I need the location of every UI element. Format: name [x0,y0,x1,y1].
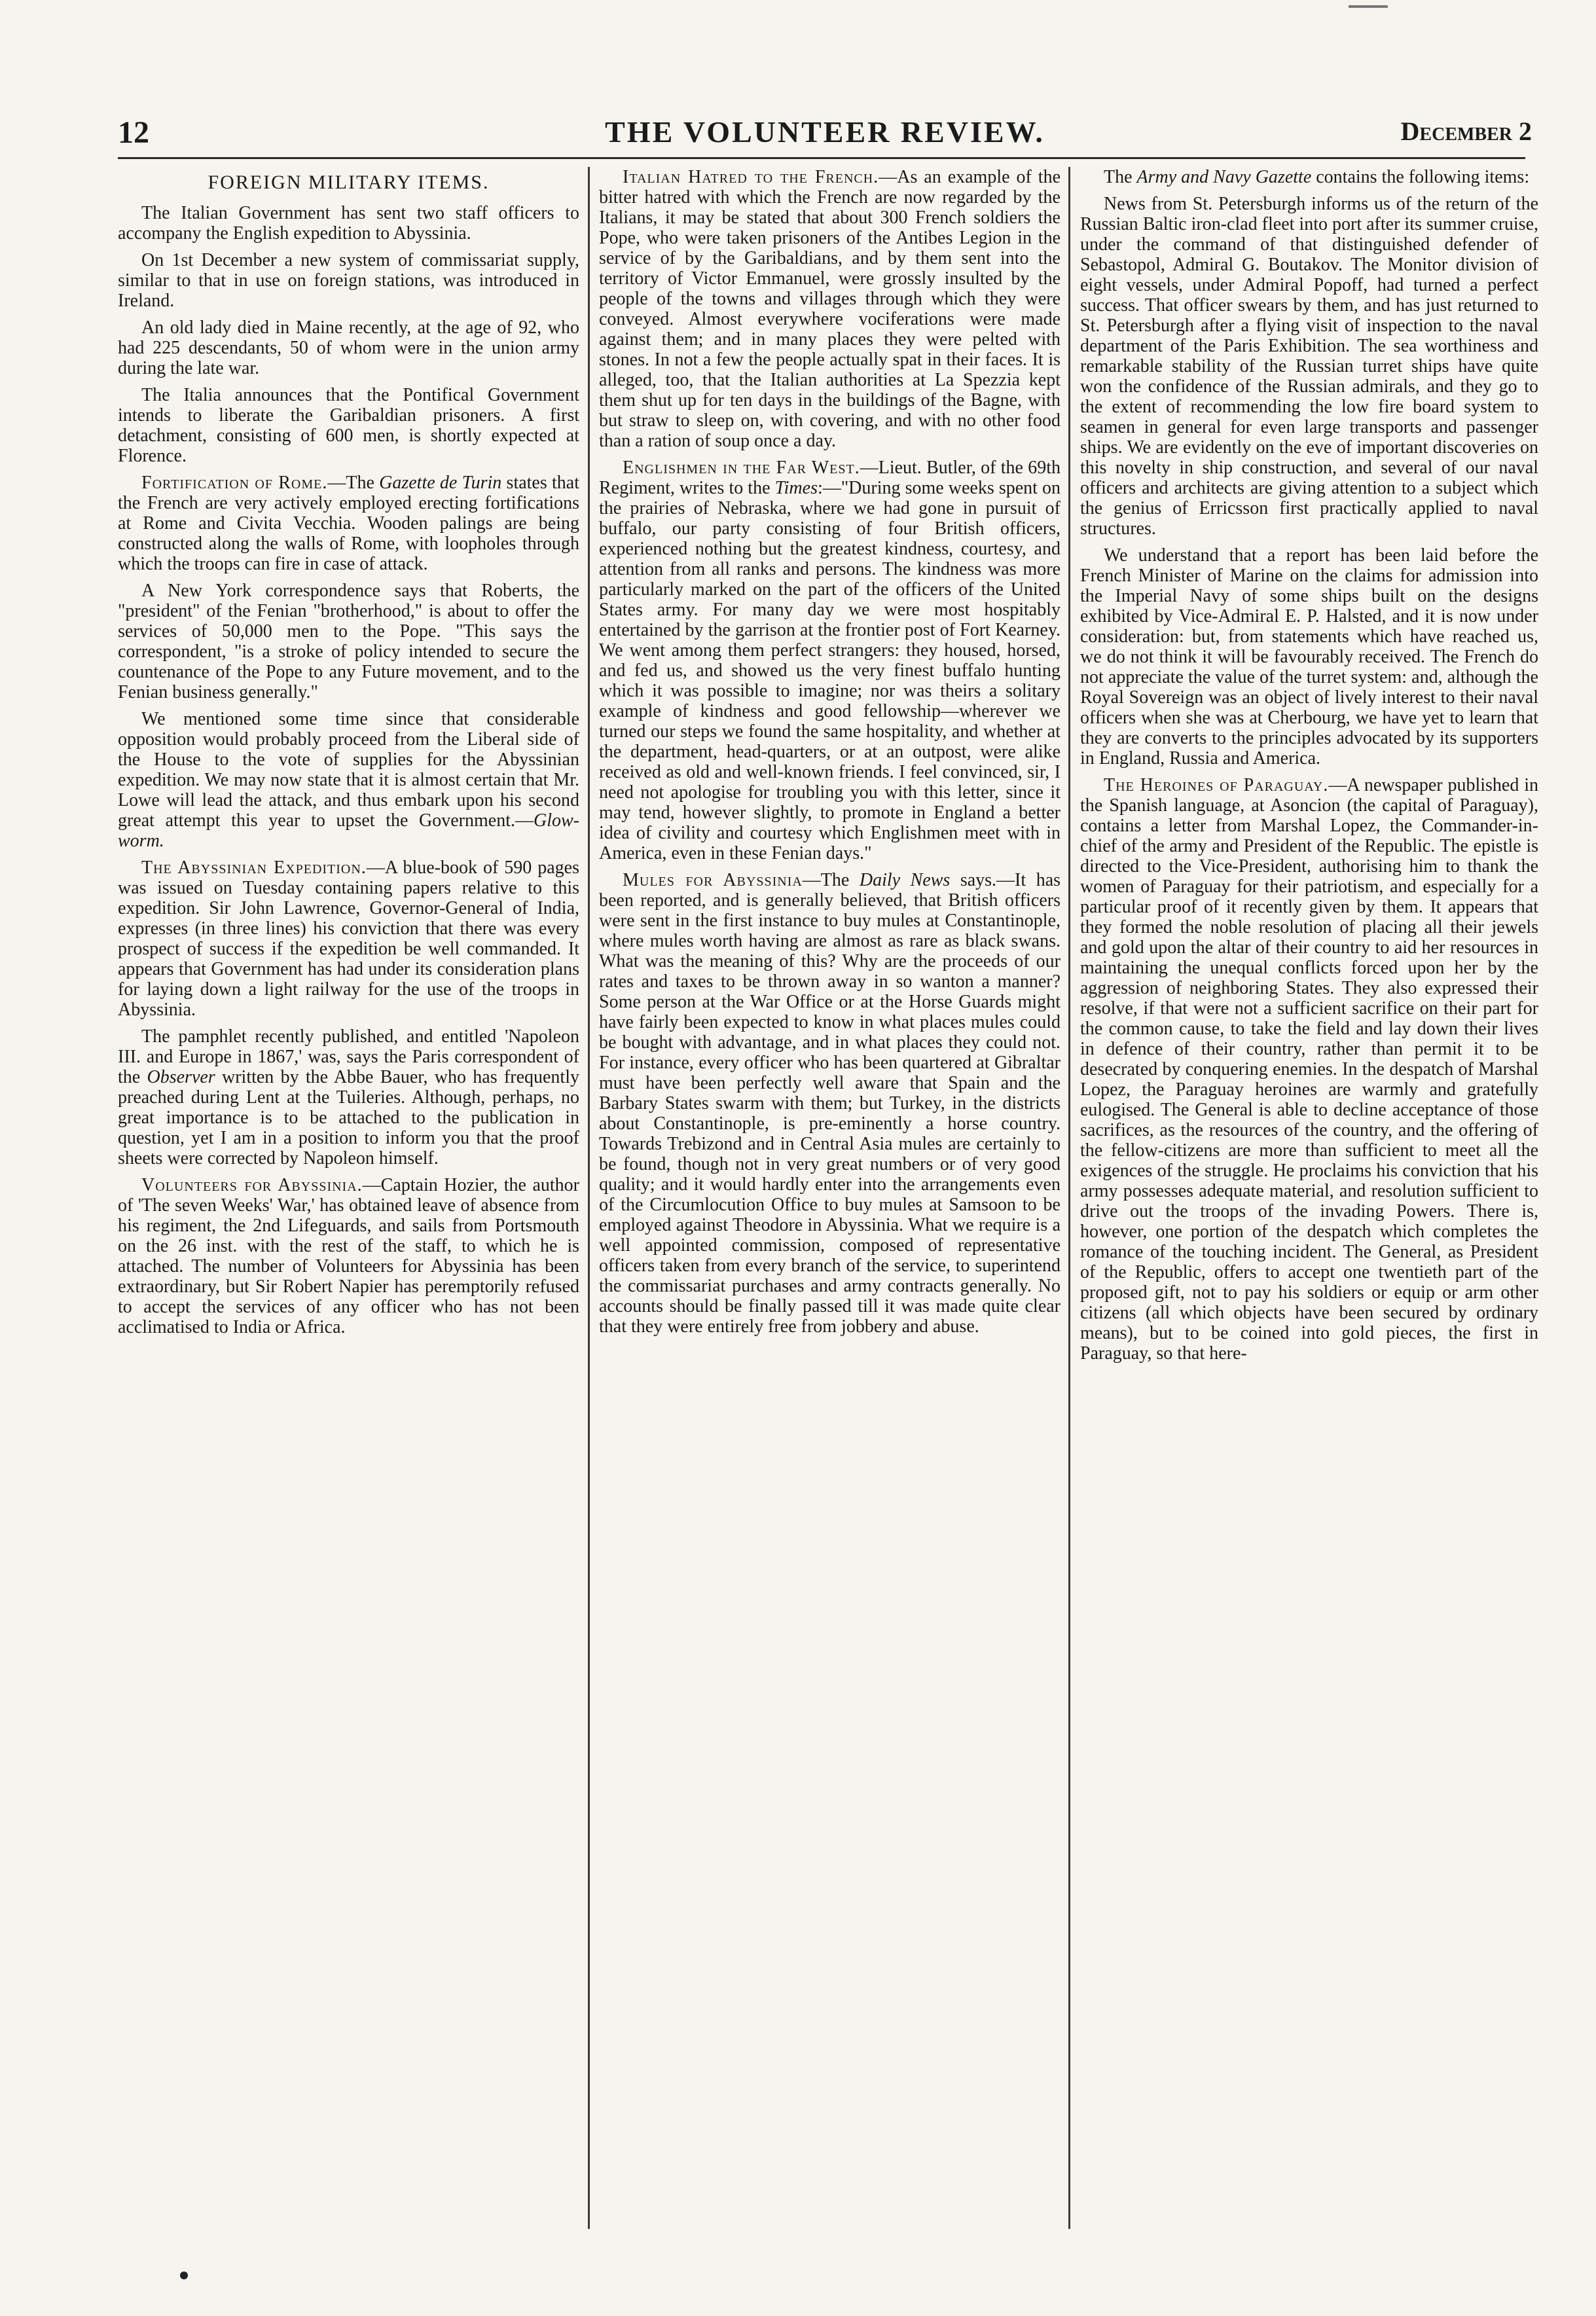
article-paragraph [118,709,579,851]
article-paragraph: News from St. Petersburgh informs us of the return of the Russian Baltic iron-clad fleet into port after its summer cruise, under the command of that distinguished defender of Sebastopol, Admiral G. Boutakov. The Monitor division of eight vessels, under Admiral Popoff, had turned a perfect success. That officer swears by them, and has just returned to St. Petersburgh after a flying visit of inspection to the naval department of the Paris Exhibition. The sea worthiness and remarkable stability of the Russian turret ships have quite won the confidence of the Russian admirals, and they go to the extent of recommending the low fire board system to seamen in general for even large transports and passenger ships. We are evidently on the eve of important discoveries on this novelty in ship construction, and several of our naval officers and architects are giving attention to a subject which the genius of Erricsson first practically applied to naval structures. [1080,194,1538,539]
source-name: Army and Navy Gazette [1136,167,1312,187]
article-paragraph [118,473,579,574]
publication-title: THE VOLUNTEER REVIEW. [605,115,1045,149]
article-text: says.—It has been reported, and is generally believed, that British officers were sent in the first instance to buy mules at Constantinople, where mules worth having are almost as rare as black swans. What was the meaning of this? Why are the proceeds of our rates and taxes to be thrown away in so wanton a manner? Some person at the War Office or at the Horse Guards might have fairly been expected to know in what places mules could be bought with advantage, and in what places they could not. For instance, every officer who has been quartered at Gibraltar must have been perfectly well aware that Spain and the Barbary States swarm with them; but Turkey, in the districts about Constantinople, is pre-eminently a horse country. Towards Trebizond and in Central Asia mules are certainly to be found, though not in very great numbers or of very good quality; and it would hardly enter into the arrangements even of the Circumlocution Office to buy mules at Samsoon to be employed against Theodore in Abyssinia. What we require is a well appointed commission, composed of representative officers taken from every branch of the service, to superintend the commissariat purchases and army contracts generally. No accounts should be finally passed till it was made quite clear that they were entirely free from jobbery and abuse. [599,870,1061,1337]
column-rule-2 [1068,167,1070,2229]
article-heading: The Heroines of Paraguay. [1104,775,1329,795]
header-rule [118,157,1525,159]
article-paragraph [118,1175,579,1337]
article-text: —Lieut. Butler, of the 69th Regiment, writes to the [599,458,1061,498]
article-heading: The Abyssinian Expedition. [141,858,367,878]
article-text: —The [327,473,380,493]
running-head [118,115,1532,154]
article-heading: Italian Hatred to the French. [623,167,879,187]
article-paragraph [599,167,1061,451]
article-text: —A blue-book of 590 pages was issued on Tuesday containing papers relative to this expedition. Sir John Lawrence, Governor-General of India, expresses (in three lines) his conviction that there was every prospect of success if the expedition be well commanded. It appears that Government has had under its consideration plans for laying down a light railway for the use of the troops in Abyssinia. [118,858,579,1020]
source-name: Observer [147,1067,215,1087]
section-title: FOREIGN MILITARY ITEMS. [208,172,490,193]
article-paragraph: The Italia announces that the Pontifical Government intends to liberate the Garibaldian prisoners. A first detachment, consisting of 600 men, is shortly expected at Florence. [118,385,579,466]
article-text: —As an example of the bitter hatred with which the French are now regarded by the Italians, it may be stated that about 300 French soldiers the Pope, who were taken prisoners of the Antibes Legion in the service of by the Garibaldians, and by them sent into the territory of Victor Emmanuel, were grossly insulted by the people of the towns and villages through which they were conveyed. Almost everywhere vociferations were made against them; and in many places they were pelted with stones. In not a few the people actually spat in their faces. It is alleged, too, that the Italian authorities at La Spezzia kept them shut up for ten days in the buildings of the Bagne, with but straw to sleep on, with covering, and with no other food than a ration of soup once a day. [599,167,1061,451]
column-rule-1 [588,167,590,2229]
source-name: Glow-worm. [118,810,579,851]
article-heading: Mules for Abyssinia [623,870,803,890]
source-name: Gazette de Turin [379,473,502,493]
article-text: —A newspaper published in the Spanish language, at Asoncion (the capital of Paraguay), contains a letter from Marshal Lopez, the Commander-in-chief of the army and President of the Republic. The epistle is directed to the Vice-President, authorising him to thank the women of Paraguay for their patriotism, and especially for a particular proof of it recently given by them. It appears that they formed the noble resolution of placing all their jewels and gold upon the altar of their country to aid her resources in maintaining the unequal conflicts forced upon her by the aggression of neighboring States. They also expressed their resolve, if that were not a sufficient sacrifice on their part for the common cause, to take the field and lay down their lives in defence of their country, rather than permit it to be desecrated by conquering enemies. In the despatch of Marshal Lopez, the Paraguay heroines are warmly and gratefully eulogised. The General is able to decline acceptance of those sacrifices, as the resources of the country, and the offering of the fellow-citizens are more than sufficient to meet all the exigences of the struggle. He proclaims his conviction that his army possesses adequate material, and resolution sufficient to drive out the troops of the invading Powers. There is, however, one portion of the despatch which completes the romance of the touching incident. The General, as President of the Republic, offers to accept one twentieth part of the proposed gift, not to pay his soldiers or equip or arm other citizens (all which objects have been secured by ordinary means), but to be coined into gold pieces, the first in Paraguay, so that here- [1080,775,1538,1364]
source-name: Times [774,478,818,498]
article-paragraph: An old lady died in Maine recently, at the age of 92, who had 225 descendants, 50 of whom were in the union army during the late war. [118,317,579,378]
article-text: written by the Abbe Bauer, who has frequently preached during Lent at the Tuileries. Although, perhaps, no great importance is to be attached to the publication in question, yet I am in a position to inform you that the proof sheets were corrected by Napoleon himself. [118,1067,579,1168]
article-paragraph [1080,775,1538,1364]
print-speck [180,2271,188,2279]
article-text: :—"During some weeks spent on the prairies of Nebraska, where we had gone in pursuit of buffalo, our party consisting of four British officers, experienced nothing but the greatest kindness, courtesy, and attention from all ranks and persons. The kindness was more particularly marked on the part of the officers of the United States army. For many day we were most hospitably entertained by the garrison at the frontier post of Fort Kearney. We went among them perfect strangers: they housed, horsed, and fed us, and showed us the very finest buffalo hunting which it was possible to imagine; nor was theirs a solitary example of kindness and good fellowship—wherever we turned our steps we found the same hospitality, and whether at the department, head-quarters, or at an outpost, were alike received as old and well-known friends. I feel convinced, sir, I need not apologise for troubling you with this letter, since it may tend, however slightly, to promote in England a better idea of civility and courtesy which Englishmen meet with in America, even in these Fenian days." [599,478,1061,863]
article-text: The pamphlet recently published, and entitled 'Napoleon III. and Europe in 1867,' was, says the Paris correspondent of the [118,1026,579,1087]
article-text: —Captain Hozier, the author of 'The seven Weeks' War,' has obtained leave of absence from his regiment, the 2nd Lifeguards, and sails from Portsmouth on the 26 inst. with the rest of the staff, to which he is attached. The number of Volunteers for Abyssinia has been extraordinary, but Sir Robert Napier has peremptorily refused to accept the services of any officer who has not been acclimatised to India or Africa. [118,1175,579,1337]
article-paragraph [599,870,1061,1337]
page-number: 12 [118,115,149,150]
issue-date: December 2 [1400,117,1532,146]
article-paragraph [599,458,1061,863]
article-text: contains the following items: [1311,167,1530,187]
article-text: The [1104,167,1137,187]
article-text: We mentioned some time since that considerable opposition would probably proceed from the Liberal side of the House to the vote of supplies for the Abyssinian expedition. We may now state that it is almost certain that Mr. Lowe will lead the attack, and thus embark upon his second great attempt this year to upset the Government.— [118,709,579,831]
article-paragraph: A New York correspondence says that Roberts, the "president" of the Fenian "brotherhood," is about to offer the services of 50,000 men to the Pope. "This says the correspondent, "is a stroke of policy intended to secure the countenance of the Pope to any Future movement, and to the Fenian business generally." [118,581,579,702]
article-paragraph [118,858,579,1020]
article-text: states that the French are very actively employed erecting fortifications at Rome and Civita Vecchia. Wooden palings are being constructed along the walls of Rome, with loopholes through which the troops can fire in case of attack. [118,473,579,574]
column-1 [118,167,579,2229]
article-text: —The [802,870,860,890]
column-2 [599,167,1061,2229]
article-paragraph: On 1st December a new system of commissariat supply, similar to that in use on foreign stations, was introduced in Ireland. [118,250,579,311]
article-paragraph: We understand that a report has been laid before the French Minister of Marine on the claims for admission into the Imperial Navy of some ships built on the designs exhibited by Vice-Admiral E. P. Halsted, and it is now under consideration: but, from statements which have reached us, we do not think it will be favourably received. The French do not appreciate the value of the turret system: and, although the Royal Sovereign was an object of lively interest to their naval officers when she was at Cherbourg, we have yet to learn that they are converts to the principles advocated by its supporters in England, Russia and America. [1080,545,1538,769]
article-paragraph [1080,167,1538,187]
article-paragraph [118,1026,579,1168]
article-heading: Volunteers for Abyssinia. [141,1175,363,1195]
article-heading: Fortification of Rome. [141,473,328,493]
article-paragraph: The Italian Government has sent two staff officers to accompany the English expedition to Abyssinia. [118,203,579,244]
column-3 [1080,167,1538,2229]
scan-edge-mark [1349,5,1388,8]
article-heading: Englishmen in the Far West. [623,458,860,478]
source-name: Daily News [859,870,951,890]
